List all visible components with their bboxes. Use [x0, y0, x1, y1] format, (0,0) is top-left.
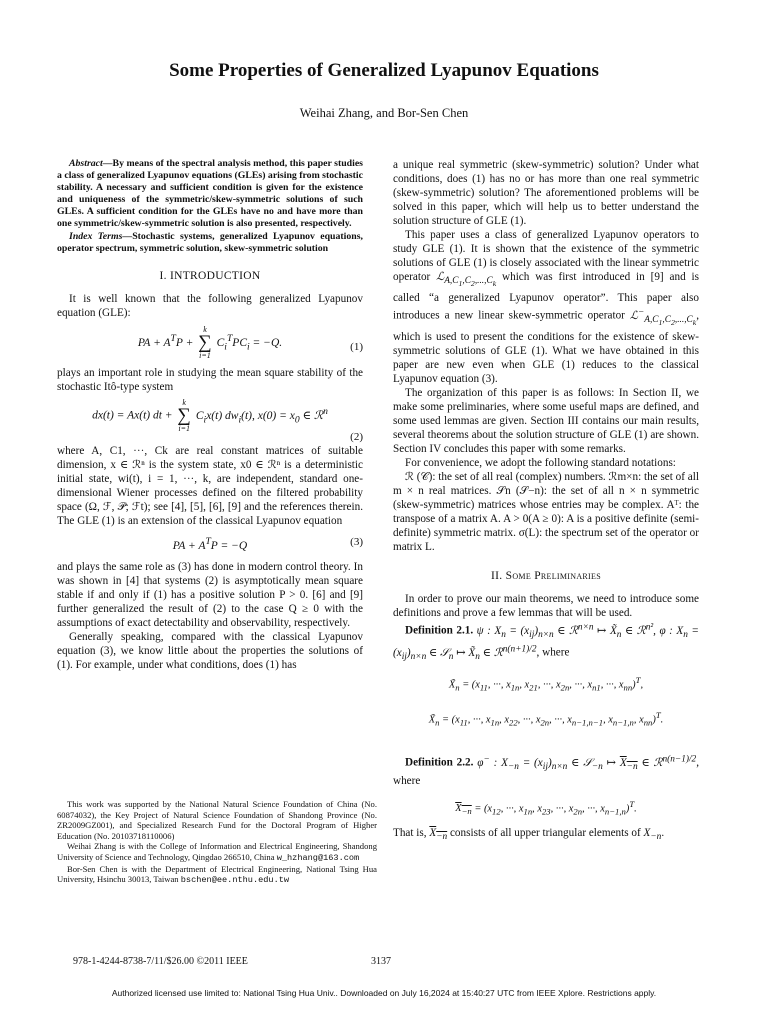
- right-paragraph-final: That is, $X_{-n}$ consists of all upper triangular elements of $X_{-n}$.: [393, 827, 665, 843]
- definition-2-2: Definition 2.2. φ− : $X_{-n} = (x_{ij})_{n\times n}$ ∈ 𝒮$_{-n}$ ↦ $X_{-n}$ ∈ ℛ$^{n(n-1)/2}$, where: [393, 753, 700, 787]
- footnote-author-1: Weihai Zhang is with the College of Information and Electrical Engineering, Shandong University of Science and Technology, Qingdao 266510, China w_hzhang@163.com: [57, 841, 377, 863]
- abstract-text: By means of the spectral analysis method, this paper studies a class of generalized Lyapunov equations (GLEs) arising from stochastic stability. A necessary and sufficient condition is given for the existence and uniqueness of the symmetric/skew-symmetric solutions of such GLEs. A sufficient condition for the GLEs have no and have more than one symmetric/skew-symmetric solution is also presented, respectively.: [57, 158, 363, 229]
- left-column: [57, 158, 363, 672]
- abstract-label: Abstract—: [69, 158, 113, 169]
- page-number: 3137: [371, 956, 391, 967]
- definition-2-1: Definition 2.1. ψ : $X_n = (x_{ij})_{n\times n}$ ∈ ℛ$^{n\times n}$ ↦ $X̃_n$ ∈ ℛ$^{n^2}$, φ : $X_n = (x_{ij})_{n\times n}$ ∈ 𝒮$_n$ ↦ $X̃_n$ ∈ ℛ$^{n(n+1)/2}$, where: [393, 621, 699, 662]
- equation-3: PA + $A^TP = -Q$ (3): [172, 536, 363, 552]
- definition-2-1-eq-b: $X̃_n = (x_{11}$, ···, $x_{1n}$, $x_{22}$, ···, $x_{2n}$, ···, $x_{n-1,n-1}$, $x_{n-1,n}$, $x_{nn})^T$.: [428, 710, 664, 728]
- index-terms: [57, 231, 363, 255]
- definition-2-1-eq-a: $X̃_n = (x_{11}$, ···, $x_{1n}$, $x_{21}$, ···, $x_{2n}$, ···, $x_{n1}$, ···, $x_{nn})^T$,: [448, 674, 644, 693]
- paper-title: Some Properties of Generalized Lyapunov Equations: [169, 60, 599, 81]
- footnotes: [57, 799, 377, 886]
- intro-paragraph-1: It is well known that the following generalized Lyapunov equation (GLE):: [57, 293, 363, 319]
- right-paragraph-1: a unique real symmetric (skew-symmetric) solution? Under what conditions, does (1) has no or has more than one real symmetric (skew-symmetric) solution? The aforementioned problems will be solved in this paper, which will help us to better understand the solution structure of GLE (1).: [393, 159, 699, 227]
- abstract: [57, 158, 363, 230]
- right-paragraph-2: This paper uses a class of generalized Lyapunov operators to study GLE (1). It is shown that the existence of the symmetric solutions of GLE (1) is closely associated with the linear symmetric operator ℒ$_{A,C_1,C_2,...,C_k}$ which was first introduced in [9] and is called “a generalized Lyapunov operator”. This paper also introduces a new linear skew-symmetric operator ℒ−$_{A,C_1,C_2,...,C_k}$, which is used to present the conditions for the existence of skew-symmetric solutions of GLE (1). What we have obtained in this paper are new even when GLE (1) reduces to the classical Lyapunov equation (3).: [393, 229, 699, 385]
- intro-paragraph-3: where A, C1, ···, Ck are real constant matrices of suitable dimension, x ∈ ℛⁿ is the system state, x0 ∈ ℛⁿ is a deterministic initial state, wi(t), i = 1, ···, k, are independent, standard one-dimensional Wiener processes defined on the filtered probability space (Ω, ℱ, 𝒫; ℱt); see [4], [5], [6], [9] and the references therein. The GLE (1) is an extension of the classical Lyapunov equation: [57, 445, 363, 527]
- definition-2-2-label: Definition 2.2.: [405, 756, 474, 769]
- notation-paragraph: ℛ (𝒞): the set of all real (complex) numbers. ℛm×n: the set of all m × n real matrices. 𝒮n (𝒮−n): the set of all n × n symmetric (skew-symmetric) matrices whose entries may be complex. Aᵀ: the transpose of a matrix A. A > 0(A ≥ 0): A is a positive definite (semi-definite) symmetric matrix. σ(L): the spectrum set of the operator or matrix L.: [393, 470, 699, 553]
- email-link-1[interactable]: w_hzhang@163.com: [276, 852, 360, 863]
- equation-3-number: (3): [350, 536, 363, 548]
- right-column: [393, 158, 699, 845]
- equation-1: PA + $A^TP$ + k ∑ i=1 $C_i^TPC_i = -Q$. (1): [137, 325, 363, 360]
- section-1-heading: I. INTRODUCTION: [159, 270, 261, 282]
- index-terms-label: Index Terms—: [69, 231, 133, 242]
- definition-2-2-eq: $X_{-n} = (x_{12}$, ···, $x_{1n}$, $x_{23}$, ···, $x_{2n}$, ···, $x_{n-1,n})^T$.: [455, 798, 637, 817]
- right-paragraph-3: The organization of this paper is as follows: In Section II, we make some preliminaries, where some useful maps are defined, and some used lemmas are given. Section III contains our main results, several theorems about the solution structure of GLE (1) are shown. Section IV concludes this paper with some remarks.: [393, 386, 699, 455]
- definition-2-1-label: Definition 2.1.: [405, 624, 474, 637]
- equation-2: dx(t) = Ax(t) dt + k ∑ i=1 $C_ix(t)$ $dw_i(t)$, $x(0) = x_0$ ∈ ℛ$^n$: [92, 398, 328, 433]
- preliminaries-paragraph: In order to prove our main theorems, we need to introduce some definitions and prove a few lemmas that will be used.: [393, 592, 699, 619]
- right-paragraph-4: For convenience, we adopt the following standard notations:: [405, 456, 676, 469]
- footnote-funding: This work was supported by the National Natural Science Foundation of China (No. 60874032), the Key Project of Natural Science Foundation of Shandong Province (No. ZR2009GZ001), and Specialized Research Fund for the Doctoral Program of Higher Education (No. 20103718110006): [57, 799, 377, 841]
- footnote-author-2: Bor-Sen Chen is with the Department of Electrical Engineering, National Tsing Hua University, Hsinchu 30013, Taiwan bschen@ee.nthu.edu.tw: [57, 863, 377, 886]
- equation-2-number: (2): [350, 431, 363, 443]
- intro-paragraph-2: plays an important role in studying the mean square stability of the stochastic Itô-type system: [57, 367, 363, 393]
- license-notice: Authorized licensed use limited to: National Tsing Hua Univ.. Downloaded on July 16,2024 at 15:40:27 UTC from IEEE Xplore. Restrictions apply.: [111, 988, 657, 998]
- equation-1-number: (1): [350, 341, 363, 353]
- index-terms-text: Stochastic systems, generalized Lyapunov equations, operator spectrum, symmetric solution, skew-symmetric solution: [57, 231, 363, 254]
- isbn-line: 978-1-4244-8738-7/11/$26.00 ©2011 IEEE: [73, 956, 248, 967]
- email-link-2[interactable]: bschen@ee.nthu.edu.tw: [180, 875, 290, 886]
- intro-paragraph-4: and plays the same role as (3) has done in modern control theory. In was shown in [4] that systems (2) is asymptotically mean square stable if and only if (1) has a positive solution P > 0. [6] and [9] further generalized the result of (2) to the case Q ≥ 0 with the assumptions of exact detectability and observability, respectively.: [57, 560, 363, 629]
- section-2-heading: II. Some Preliminaries: [491, 569, 601, 582]
- paper-authors: Weihai Zhang, and Bor-Sen Chen: [299, 106, 469, 120]
- intro-paragraph-5: Generally speaking, compared with the classical Lyapunov equation (3), we know little about the properties the solutions of (1). For example, under what conditions, does (1) has: [57, 630, 363, 671]
